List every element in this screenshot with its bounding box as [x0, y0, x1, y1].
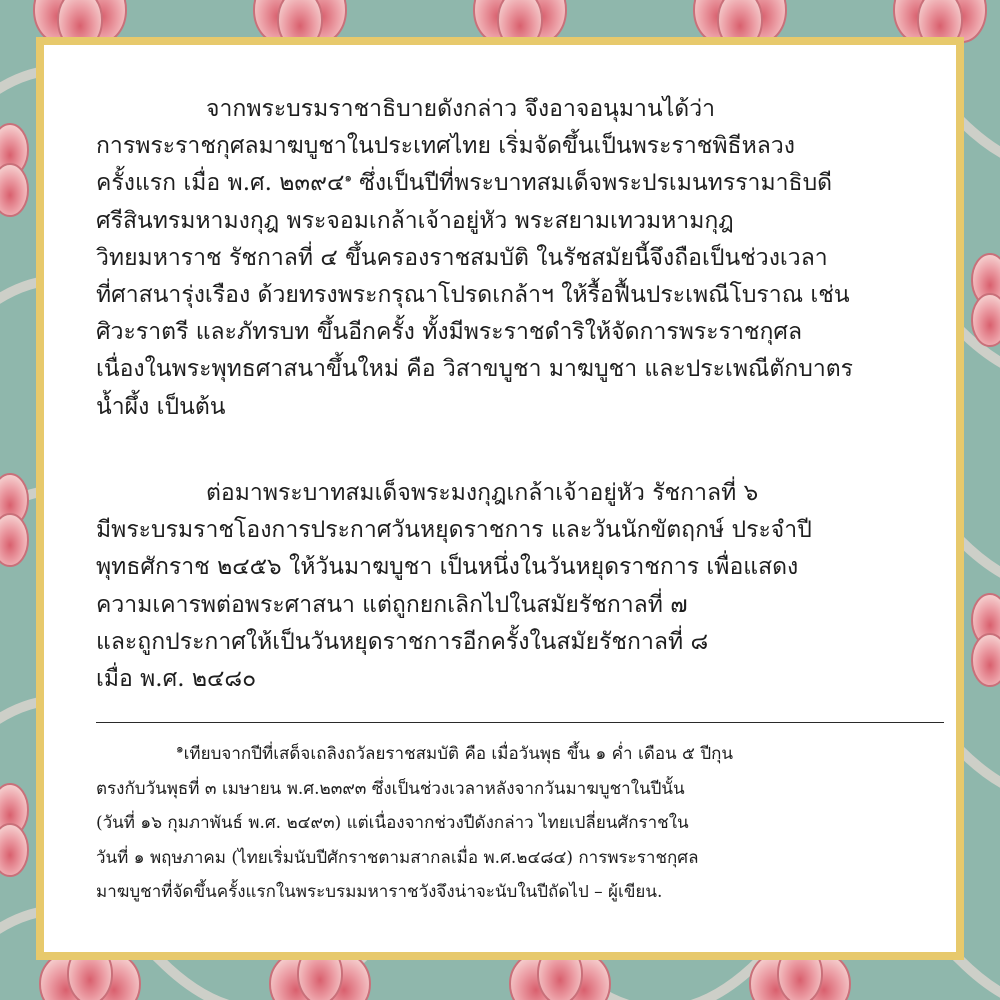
- text-line: วิทยมหาราช รัชกาลที่ ๔ ขึ้นครองราชสมบัติ ในรัชสมัยนี้จึงถือเป็นช่วงเวลา: [96, 244, 828, 271]
- document-panel: [36, 37, 964, 960]
- text-line: จากพระบรมราชาธิบายดังกล่าว จึงอาจอนุมานได้ว่า: [206, 96, 716, 122]
- text-line: พุทธศักราช ๒๔๕๖ ให้วันมาฆบูชา เป็นหนึ่งในวันหยุดราชการ เพื่อแสดง: [96, 554, 799, 581]
- footnote: [96, 737, 966, 910]
- text-line: [96, 165, 966, 202]
- text-line: ตรงกับวันพุธที่ ๓ เมษายน พ.ศ.๒๓๙๓ ซึ่งเป็นช่วงเวลาหลังจากวันมาฆบูชาในปีนั้น: [96, 778, 685, 799]
- text-segment: เทียบจากปีที่เสด็จเถลิงถวัลยราชสมบัติ คือ เมื่อวันพุธ ขึ้น ๑ ค่ำ เดือน ๕ ปีกุน: [183, 744, 734, 764]
- footnote-divider: [96, 722, 944, 723]
- text-line: ศรีสินทรมหามงกุฎ พระจอมเกล้าเจ้าอยู่หัว พระสยามเทวมหามกุฎ: [96, 207, 734, 234]
- footnote-marker: ๑: [344, 170, 352, 185]
- text-line: ความเคารพต่อพระศาสนา แต่ถูกยกเลิกไปในสมัยรัชกาลที่ ๗: [96, 591, 688, 618]
- text-line: (วันที่ ๑๖ กุมภาพันธ์ พ.ศ. ๒๔๙๓) แต่เนื่องจากช่วงปีดังกล่าว ไทยเปลี่ยนศักราชใน: [96, 813, 689, 833]
- text-line: น้ำผึ้ง เป็นต้น: [96, 393, 226, 420]
- text-line: มีพระบรมราชโองการประกาศวันหยุดราชการ และวันนักขัตฤกษ์ ประจำปี: [96, 517, 812, 544]
- text-line: วันที่ ๑ พฤษภาคม (ไทยเริ่มนับปีศักราชตามสากลเมื่อ พ.ศ.๒๔๘๔) การพระราชกุศล: [96, 847, 699, 868]
- text-line: เมื่อ พ.ศ. ๒๔๘๐: [96, 666, 257, 693]
- paragraph-1: [96, 91, 966, 426]
- text-line: [96, 737, 966, 772]
- paragraph-2: [96, 475, 966, 698]
- text-line: มาฆบูชาที่จัดขึ้นครั้งแรกในพระบรมมหาราชวังจึงน่าจะนับในปีถัดไป – ผู้เขียน.: [96, 882, 663, 902]
- text-line: การพระราชกุศลมาฆบูชาในประเทศไทย เริ่มจัดขึ้นเป็นพระราชพิธีหลวง: [96, 133, 795, 160]
- text-line: ต่อมาพระบาทสมเด็จพระมงกุฎเกล้าเจ้าอยู่หัว รัชกาลที่ ๖: [206, 480, 759, 506]
- text-line: เนื่องในพระพุทธศาสนาขึ้นใหม่ คือ วิสาขบูชา มาฆบูชา และประเพณีตักบาตร: [96, 356, 854, 383]
- text-line: และถูกประกาศให้เป็นวันหยุดราชการอีกครั้งในสมัยรัชกาลที่ ๘: [96, 628, 709, 655]
- text-segment: ซึ่งเป็นปีที่พระบาทสมเด็จพระปรเมนทรรามาธิบดี: [352, 170, 833, 197]
- text-line: ที่ศาสนารุ่งเรือง ด้วยทรงพระกรุณาโปรดเกล้าฯ ให้รื้อฟื้นประเพณีโบราณ เช่น: [96, 282, 850, 309]
- footnote-number: ๑: [176, 741, 184, 756]
- text-segment: ครั้งแรก เมื่อ พ.ศ. ๒๓๙๔: [96, 170, 345, 197]
- text-line: ศิวะราตรี และภัทรบท ขึ้นอีกครั้ง ทั้งมีพระราชดำริให้จัดการพระราชกุศล: [96, 319, 803, 346]
